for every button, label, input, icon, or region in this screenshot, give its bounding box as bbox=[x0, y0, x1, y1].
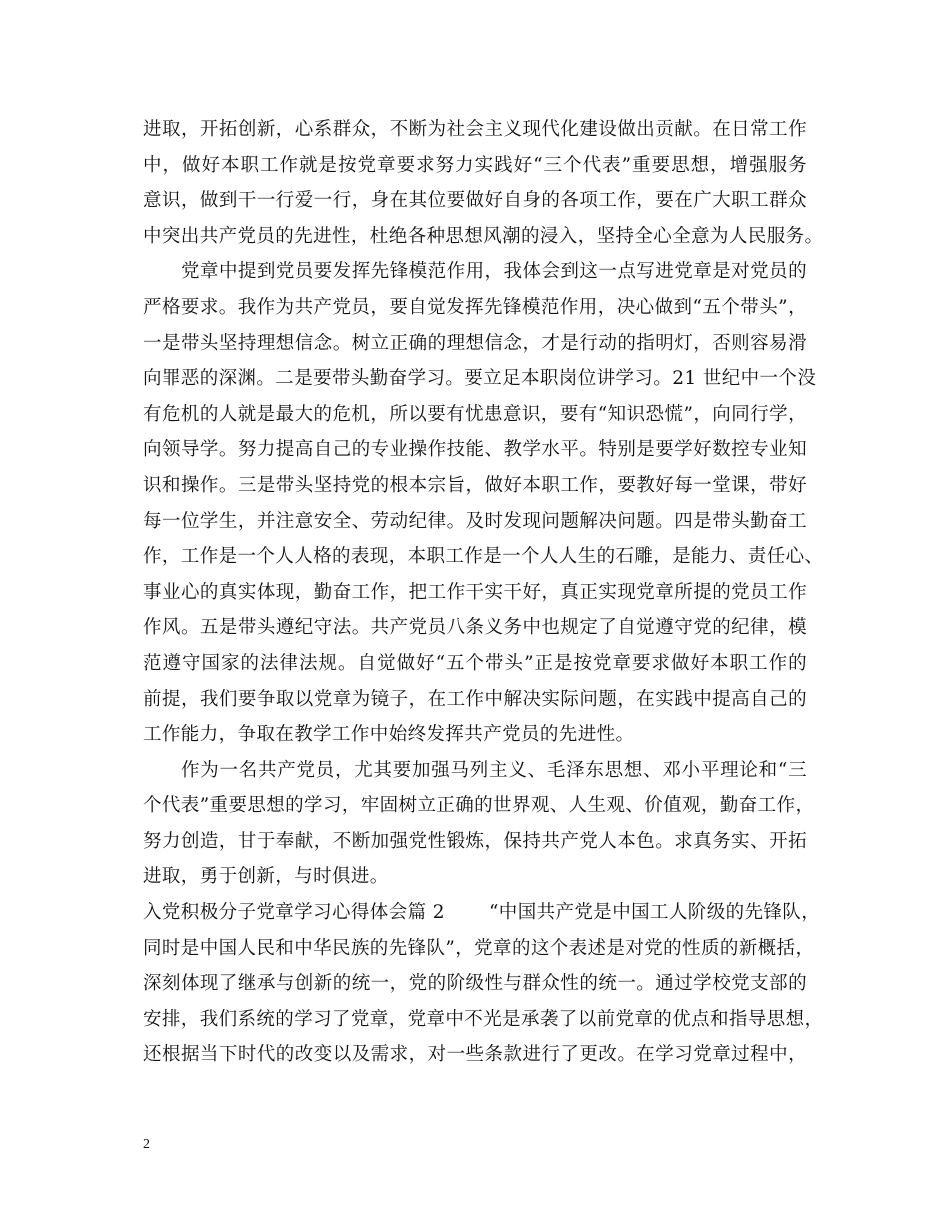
text-line: 进取，勇于创新，与时俱进。 bbox=[143, 866, 389, 888]
text-line: 意识，做到干一行爱一行，身在其位要做好自身的各项工作，要在广大职工群众 bbox=[143, 190, 807, 212]
text-line: 作，工作是一个人人格的表现，本职工作是一个人人生的石雕，是能力、责任心、 bbox=[143, 546, 824, 568]
text-line: 中，做好本职工作就是按党章要求努力实践好“三个代表”重要思想，增强服务 bbox=[143, 154, 807, 176]
text-line: 一是带头坚持理想信念。树立正确的理想信念，才是行动的指明灯，否则容易滑 bbox=[143, 332, 807, 354]
text-line: 每一位学生，并注意安全、劳动纪律。及时发现问题解决问题。四是带头勤奋工 bbox=[143, 510, 807, 532]
text-line: 作为一名共产党员，尤其要加强马列主义、毛泽东思想、邓小平理论和“三 bbox=[181, 759, 807, 781]
text-line: 严格要求。我作为共产党员，要自觉发挥先锋模范作用，决心做到“五个带头”， bbox=[143, 296, 807, 318]
text-line: 向罪恶的深渊。二是要带头勤奋学习。要立足本职岗位讲学习。21 世纪中一个没 bbox=[143, 368, 817, 390]
text-line: 范遵守国家的法律法规。自觉做好“五个带头”正是按党章要求做好本职工作的 bbox=[143, 652, 807, 674]
text-line: 中突出共产党员的先进性，杜绝各种思想风潮的浸入，坚持全心全意为人民服务。 bbox=[143, 225, 824, 247]
text-line: 工作能力，争取在教学工作中始终发挥共产党员的先进性。 bbox=[143, 724, 635, 746]
text-line: 作风。五是带头遵纪守法。共产党员八条义务中也规定了自觉遵守党的纪律，模 bbox=[143, 617, 807, 639]
text-line: 向领导学。努力提高自己的专业操作技能、教学水平。特别是要学好数控专业知 bbox=[143, 439, 807, 461]
text-line: 前提，我们要争取以党章为镜子，在工作中解决实际问题，在实践中提高自己的 bbox=[143, 688, 807, 710]
section-heading: 入党积极分子党章学习心得体会篇 2 bbox=[143, 902, 445, 924]
text-line: 事业心的真实体现，勤奋工作，把工作干实干好，真正实现党章所提的党员工作 bbox=[143, 581, 807, 603]
text-line: 有危机的人就是最大的危机，所以要有忧患意识，要有“知识恐慌”，向同行学， bbox=[143, 403, 807, 425]
text-line: 识和操作。三是带头坚持党的根本宗旨，做好本职工作，要教好每一堂课，带好 bbox=[143, 474, 807, 496]
text-line: 努力创造，甘于奉献，不断加强党性锻炼，保持共产党人本色。求真务实、开拓 bbox=[143, 830, 807, 852]
text-line: 进取，开拓创新，心系群众，不断为社会主义现代化建设做出贡献。在日常工作 bbox=[143, 119, 807, 140]
text-line: 深刻体现了继承与创新的统一，党的阶级性与群众性的统一。通过学校党支部的 bbox=[143, 973, 807, 995]
body-text bbox=[143, 112, 824, 1073]
text-line: 还根据当下时代的改变以及需求，对一些条款进行了更改。在学习党章过程中， bbox=[143, 1044, 807, 1066]
text-line: 个代表”重要思想的学习，牢固树立正确的世界观、人生观、价值观，勤奋工作， bbox=[143, 795, 815, 817]
text-line: 安排，我们系统的学习了党章，党章中不光是承袭了以前党章的优点和指导思想， bbox=[143, 1008, 824, 1030]
section-heading-line bbox=[143, 895, 821, 931]
text-line: 党章中提到党员要发挥先锋模范作用，我体会到这一点写进党章是对党员的 bbox=[181, 261, 807, 283]
page-number: 2 bbox=[143, 1137, 150, 1152]
section-opening-text: “中国共产党是中国工人阶级的先锋队， bbox=[488, 902, 821, 924]
text-line: 同时是中国人民和中华民族的先锋队”，党章的这个表述是对党的性质的新概括， bbox=[143, 937, 815, 959]
